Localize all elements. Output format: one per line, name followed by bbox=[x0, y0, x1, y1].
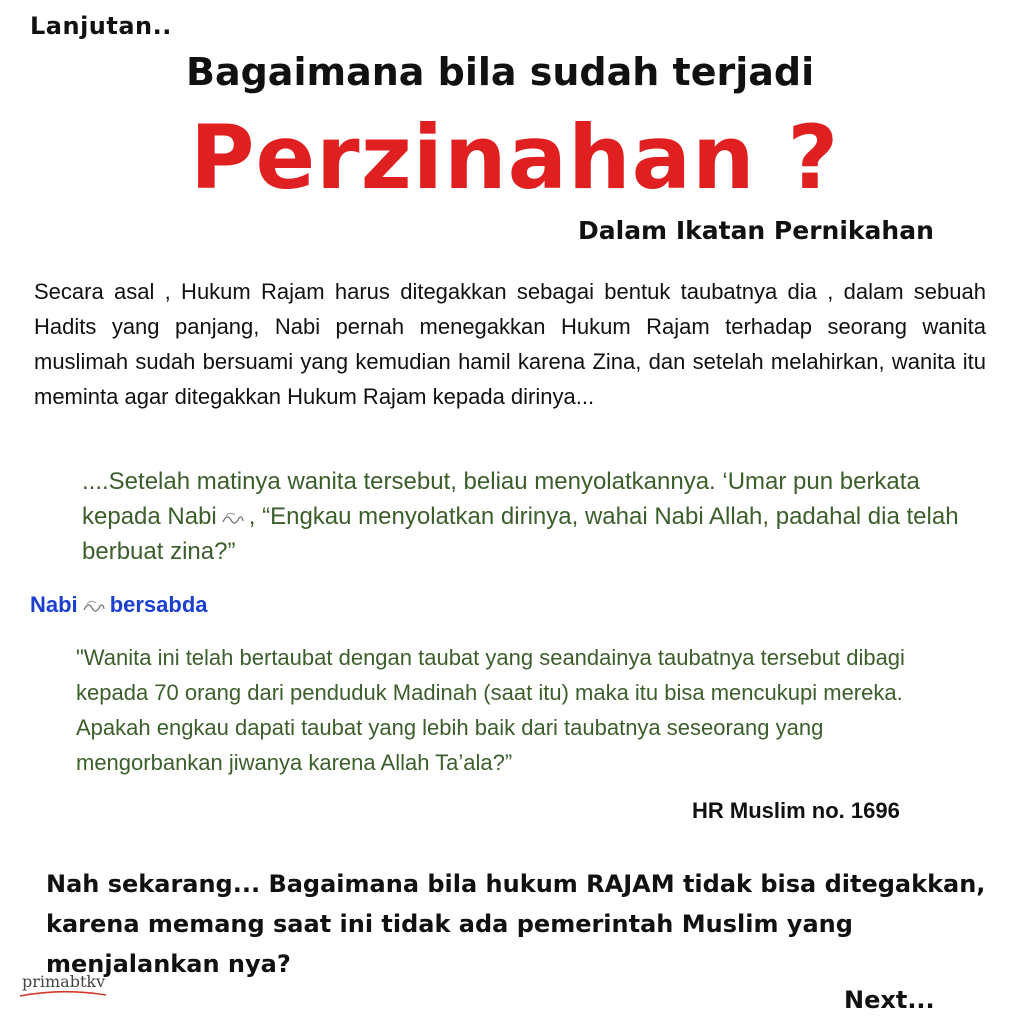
nabi-bersabda-heading bbox=[30, 592, 208, 618]
hadith-quote-2: "Wanita ini telah bertaubat dengan taubat yang seandainya taubatnya tersebut dibagi kepada 70 orang dari penduduk Madinah (saat itu) maka itu bisa mencukupi mereka. Apakah engkau dapati taubat yang lebih baik dari taubatnya seseorang yang mengorbankan jiwanya karena Allah Ta’ala?” bbox=[76, 645, 905, 775]
continued-label: Lanjutan.. bbox=[30, 12, 172, 40]
bersabda-label: bersabda bbox=[109, 592, 208, 617]
page-title: Perzinahan ? bbox=[190, 106, 840, 209]
context-subtitle: Dalam Ikatan Pernikahan bbox=[578, 216, 934, 245]
honorific-calligraphy-icon bbox=[82, 597, 106, 615]
body-paragraph: Secara asal , Hukum Rajam harus ditegakkan sebagai bentuk taubatnya dia , dalam sebuah Hadits yang panjang, Nabi pernah menegakkan Hukum Rajam terhadap seorang wanita muslimah sudah bersuami yang kemudian hamil karena Zina, dan setelah melahirkan, wanita itu meminta agar ditegakkan Hukum Rajam kepada dirinya... bbox=[34, 279, 986, 409]
brand-logo-text: primabtkv bbox=[22, 972, 106, 991]
brand-swoosh-icon bbox=[18, 990, 108, 1000]
hadith-quote-1 bbox=[82, 464, 962, 569]
quote-1-part-2: , “Engkau menyolatkan dirinya, wahai Nabi Allah, padahal dia telah berbuat zina?” bbox=[82, 503, 959, 565]
quote-1-part-1: ....Setelah matinya wanita tersebut, beliau menyolatkannya. ‘Umar pun berkata kepada Nabi bbox=[82, 468, 920, 530]
subtitle: Bagaimana bila sudah terjadi bbox=[186, 50, 815, 94]
next-label: Next... bbox=[844, 986, 935, 1014]
nabi-label: Nabi bbox=[30, 592, 78, 617]
hadith-source: HR Muslim no. 1696 bbox=[692, 798, 900, 823]
honorific-calligraphy-icon bbox=[221, 509, 245, 527]
closing-question: Nah sekarang... Bagaimana bila hukum RAJAM tidak bisa ditegakkan, karena memang saat ini tidak ada pemerintah Muslim yang menjalankan nya? bbox=[46, 870, 986, 978]
